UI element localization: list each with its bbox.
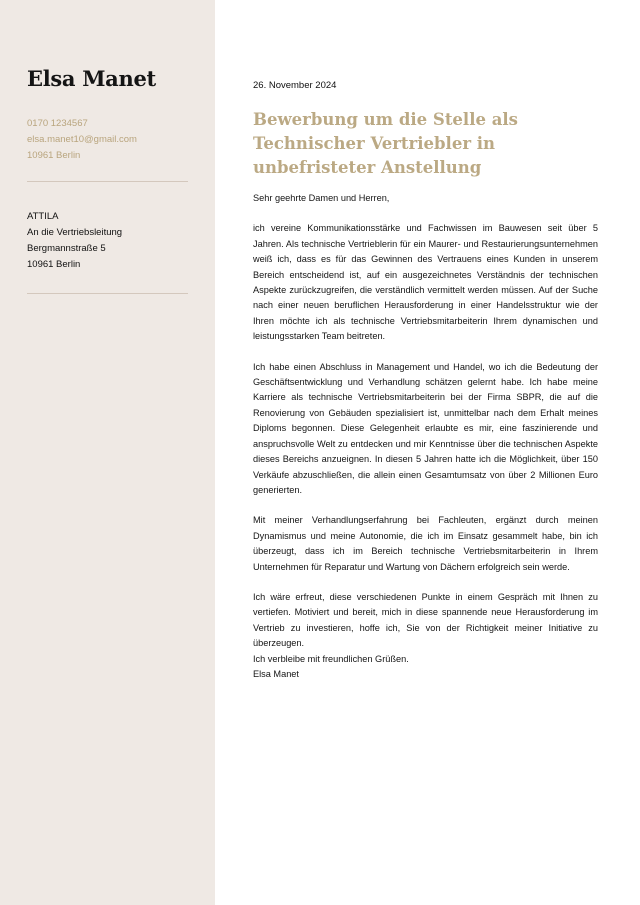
letter-paragraph: Ich wäre erfreut, diese verschiedenen Punkte in einem Gespräch mit Ihnen zu vertiefen. Motiviert und bereit, mich in diese spannende neue Herausforderung im Vertrieb zu investieren, hoffe ich, Sie von der Richtigkeit meiner Initiative zu überzeugen. [253,591,598,649]
sidebar-divider-bottom [27,293,188,294]
sender-phone: 0170 1234567 [27,118,88,129]
letter-date: 26. November 2024 [253,80,337,91]
recipient-address [27,209,122,273]
sender-city: 10961 Berlin [27,150,81,161]
letter-paragraph: Ich habe einen Abschluss in Management und Handel, wo ich die Bedeutung der Geschäftsentwicklung und Verhandlung schätzen gelernt habe. Ich habe meine Karriere als technische Vertriebsmitarbeiterin bei der Firma SBPR, die auf die Renovierung von Gebäuden spezialisiert ist, unmittelbar nach dem Erhalt meines Diploms begonnen. Diese Gelegenheit erlaubte es mir, eine faszinierende und anspruchsvolle Welt zu entdecken und mir Kenntnisse über die technischen Aspekte dieses Bereichs anzueignen. In diesen 5 Jahren hatte ich die Möglichkeit, über 150 Verkäufe abzuschließen, die allein einen Gesamtumsatz von über 2 Millionen Euro generierten. [253,361,598,495]
recipient-street: Bergmannstraße 5 [27,243,106,254]
letter-signature: Elsa Manet [253,668,299,679]
letter-subject: Bewerbung um die Stelle als Technischer Vertriebler in unbefristeter Anstellung [253,110,518,177]
letter-paragraph: Mit meiner Verhandlungserfahrung bei Fachleuten, ergänzt durch meinen Dynamismus und meine Autonomie, die ich im Einsatz gesammelt habe, bin ich überzeugt, dass ich im Bereich technische Vertriebsmitarbeiterin in Ihrem Unternehmen für Reparatur und Wartung von Dächern erfolgreich sein werde. [253,515,598,572]
sender-name: Elsa Manet [27,66,156,91]
letter-paragraph: ich vereine Kommunikationsstärke und Fachwissen im Bauwesen seit über 5 Jahren. Als technische Vertrieblerin für ein Maurer- und Restaurierungsunternehmen weiß ich, dass es für das Gewinnen des Vertrauens eines Kunden in unserem Bereich entscheidend ist, auf ein ausgezeichnetes Verständnis der technischen Aspekte zurückzugreifen, die verständlich vermittelt werden müssen. Auf der Suche nach einer neuen beruflichen Herausforderung in einer Handelsstruktur wie der Ihren möchte ich als technische Vertriebsmitarbeiterin Ihrem dynamischen und leistungsstarken Team beitreten. [253,223,598,342]
letter-body [253,191,598,682]
letter-salutation: Sehr geehrte Damen und Herren, [253,193,390,203]
recipient-department: An die Vertriebsleitung [27,227,123,238]
sender-contact [27,116,137,164]
letter-closing: Ich verbleibe mit freundlichen Grüßen. [253,653,409,664]
recipient-city: 10961 Berlin [27,259,81,270]
sender-email: elsa.manet10@gmail.com [27,134,137,145]
recipient-company: ATTILA [27,211,59,222]
sidebar-divider-top [27,181,188,182]
sidebar [0,0,215,905]
